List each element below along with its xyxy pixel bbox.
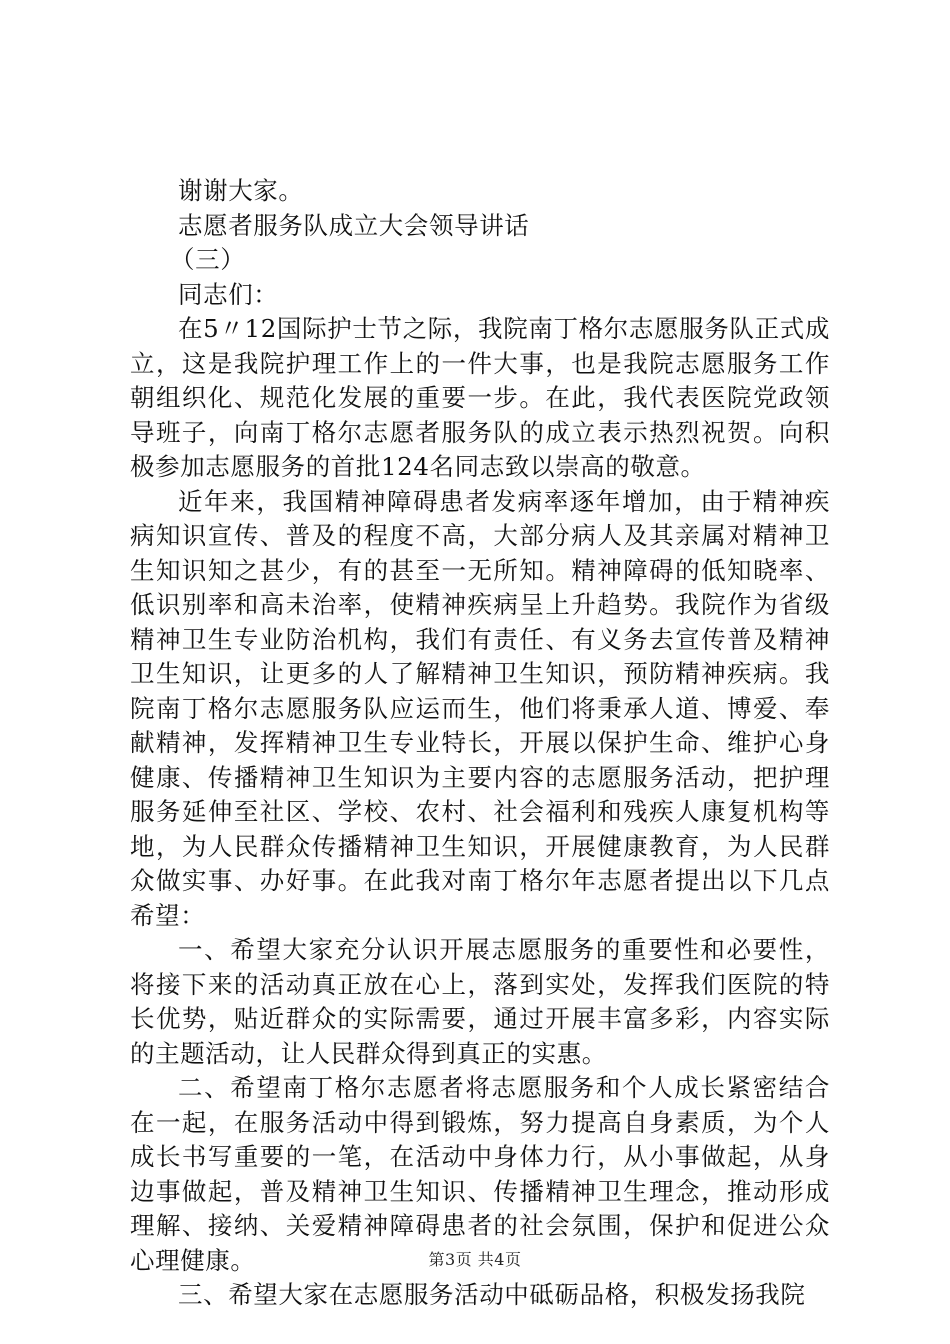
- paragraph-hope-three: 三、希望大家在志愿服务活动中砥砺品格，积极发扬我院: [178, 1280, 806, 1309]
- page-number-label: 第3页 共4页: [428, 1250, 522, 1269]
- section-number: （三）: [170, 245, 246, 274]
- paragraph-hope-two: 二、希望南丁格尔志愿者将志愿服务和个人成长紧密结合在一起，在服务活动中得到锻炼，努力提高自身素质，为个人成长书写重要的一笔，在活动中身体力行，从小事做起，从身边事做起，普及精神卫生知识、传播精神卫生理念，推动形成理解、接纳、关爱精神障碍患者的社会氛围，保护和促进公众心理健康。: [130, 1073, 830, 1275]
- paragraph-intro: 在5〃12国际护士节之际，我院南丁格尔志愿服务队正式成立，这是我院护理工作上的一件大事，也是我院志愿服务工作朝组织化、规范化发展的重要一步。在此，我代表医院党政领导班子，向南丁格尔志愿者服务队的成立表示热烈祝贺。向积极参加志愿服务的首批124名同志致以崇高的敬意。: [130, 314, 830, 481]
- salutation: 同志们：: [178, 279, 279, 309]
- speech-title: 志愿者服务队成立大会领导讲话: [178, 210, 530, 240]
- paragraph-hope-one: 一、希望大家充分认识开展志愿服务的重要性和必要性，将接下来的活动真正放在心上，落到实处，发挥我们医院的特长优势，贴近群众的实际需要，通过开展丰富多彩，内容实际的主题活动，让人民群众得到真正的实惠。: [130, 935, 830, 1068]
- paragraph-background: 近年来，我国精神障碍患者发病率逐年增加，由于精神疾病知识宣传、普及的程度不高，大部分病人及其亲属对精神卫生知识知之甚少，有的甚至一无所知。精神障碍的低知晓率、低识别率和高未治率，使精神疾病呈上升趋势。我院作为省级精神卫生专业防治机构，我们有责任、有义务去宣传普及精神卫生知识，让更多的人了解精神卫生知识，预防精神疾病。我院南丁格尔志愿服务队应运而生，他们将秉承人道、博爱、奉献精神，发挥精神卫生专业特长，开展以保护生命、维护心身健康、传播精神卫生知识为主要内容的志愿服务活动，把护理服务延伸至社区、学校、农村、社会福利和残疾人康复机构等地，为人民群众传播精神卫生知识，开展健康教育，为人民群众做实事、办好事。在此我对南丁格尔年志愿者提出以下几点希望：: [130, 486, 830, 930]
- closing-thanks-line: 谢谢大家。: [178, 176, 304, 205]
- page-footer: [0, 1247, 950, 1270]
- document-body: [130, 174, 830, 1313]
